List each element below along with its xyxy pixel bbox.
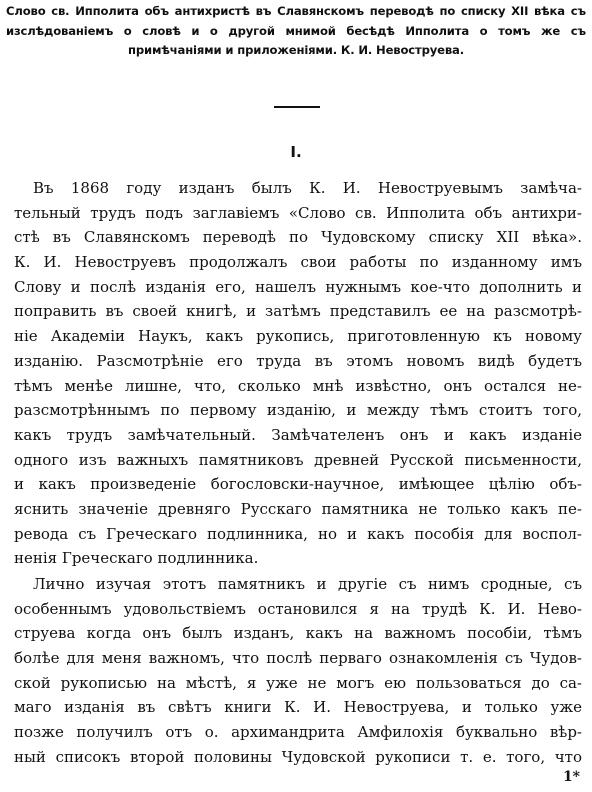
text-line: и какъ произведеніе богословски-научное, имѣющее цѣлію объ- (14, 475, 582, 494)
text-line: тѣмъ менѣе лишне, что, сколько мнѣ извѣстно, онъ остался не- (14, 376, 582, 395)
paragraph-2 (14, 572, 582, 770)
text-line: ный списокъ второй половины Чудовской рукописи т. е. того, что (14, 747, 582, 766)
section-divider (274, 106, 320, 108)
text-line: одного изъ важныхъ памятниковъ древней Русской письменности, (14, 450, 582, 469)
text-line: поправить въ своей книгѣ, и затѣмъ представилъ ее на разсмотрѣ- (14, 302, 582, 321)
text-line: особеннымъ удовольствіемъ остановился я на трудѣ К. И. Нево- (14, 599, 582, 618)
document-body (14, 176, 582, 770)
text-line: изданію. Разсмотрѣніе его труда въ этомъ новомъ видѣ будетъ (14, 351, 582, 370)
text-line: Въ 1868 году изданъ былъ К. И. Невоструевымъ замѣча- (33, 179, 582, 197)
text-line: разсмотрѣннымъ по первому изданію, и между тѣмъ стоитъ того, (14, 401, 582, 420)
text-line: ненія Греческаго подлинника. (14, 549, 259, 568)
text-line: позже получилъ отъ о. архимандрита Амфилохія буквально вѣр- (14, 723, 582, 742)
section-number: I. (290, 143, 302, 161)
text-line: тельный трудъ подъ заглавіемъ «Слово св. Ипполита объ антихри- (14, 203, 582, 222)
text-line: стѣ въ Славянскомъ переводѣ по Чудовскому списку XII вѣка». (14, 228, 582, 247)
document-heading: Слово св. Ипполита объ антихристѣ въ Славянскомъ переводѣ по списку XII вѣка съ изслѣдованіемъ о словѣ и о другой мнимой бесѣдѣ Ипполита о томъ же съ примѣчаніями и приложеніями. К. И. Невоструева. (6, 4, 586, 57)
text-line: ской рукописью на мѣстѣ, я уже не могъ ею пользоваться до са- (14, 673, 582, 692)
text-line: яснить значеніе древняго Русскаго памятника не только какъ пе- (14, 499, 582, 518)
text-line: Слову и послѣ изданія его, нашелъ нужнымъ кое-что дополнить и (14, 277, 582, 296)
signature-mark: 1* (562, 769, 580, 785)
text-line: какъ трудъ замѣчательный. Замѣчателенъ онъ и какъ изданіе (14, 425, 582, 444)
text-line: К. И. Невоструевъ продолжалъ свои работы по изданному имъ (14, 253, 582, 272)
text-line: ніе Академіи Наукъ, какъ рукопись, приготовленную къ новому (14, 327, 582, 346)
text-line: маго изданія въ свѣтъ книги К. И. Невоструева, и только уже (14, 698, 582, 717)
paragraph-1 (14, 176, 582, 571)
text-line: ревода съ Греческаго подлинника, но и какъ пособія для воспол- (14, 524, 582, 543)
text-line: болѣе для меня важномъ, что послѣ перваго ознакомленія съ Чудов- (14, 649, 582, 668)
text-line: Лично изучая этотъ памятникъ и другіе съ нимъ сродные, съ (33, 575, 582, 593)
text-line: струева когда онъ былъ изданъ, какъ на важномъ пособіи, тѣмъ (14, 624, 582, 643)
